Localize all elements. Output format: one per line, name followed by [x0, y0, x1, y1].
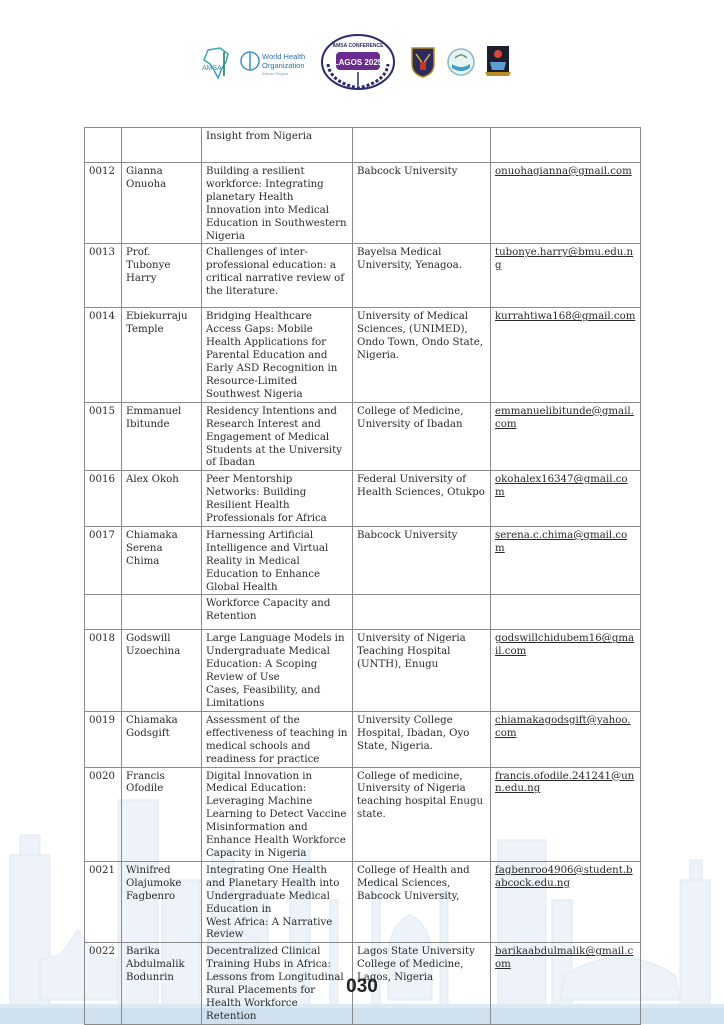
institution-cell [353, 128, 491, 163]
author-name-cell: Ebiekurraju Temple [122, 308, 202, 402]
table-row [85, 244, 641, 308]
institution-cell: College of medicine, University of Nigeria teaching hospital Enugu state. [353, 767, 491, 861]
skyline-building [690, 860, 702, 880]
who-logo [240, 48, 322, 78]
author-email-cell [491, 128, 641, 163]
abstract-id-cell: 0017 [85, 526, 122, 595]
institution-cell: College of Medicine, University of Ibadan [353, 402, 491, 471]
author-email-cell[interactable]: okohalex16347@gmail.com [491, 471, 641, 527]
abstract-id-cell: 0021 [85, 861, 122, 942]
table-row [85, 128, 641, 163]
author-name-cell [122, 595, 202, 630]
institution-cell: College of Health and Medical Sciences, Babcock University, [353, 861, 491, 942]
table-row [85, 630, 641, 711]
institution-cell: Bayelsa Medical University, Yenagoa. [353, 244, 491, 308]
author-name-cell: Barika Abdulmalik Bodunrin [122, 943, 202, 1024]
institution-cell: Lagos State University College of Medicine, Lagos, Nigeria [353, 943, 491, 1024]
svg-text:AMSA: AMSA [202, 65, 222, 72]
abstract-id-cell: 0016 [85, 471, 122, 527]
svg-text:AMSA CONFERENCE: AMSA CONFERENCE [332, 43, 384, 49]
svg-text:African Region: African Region [262, 71, 289, 76]
amsa-logo [200, 46, 236, 80]
author-email-cell [491, 595, 641, 630]
abstract-id-cell: 0014 [85, 308, 122, 402]
abstract-title-cell: Digital Innovation in Medical Education: Leveraging Machine Learning to Detect Vaccine Misinformation and Enhance Health Workforce Capacity in Nigeria [202, 767, 353, 861]
author-email-cell[interactable]: fagbenroo4906@student.babcock.edu.ng [491, 861, 641, 942]
university-crest-2 [446, 46, 476, 78]
abstract-title-cell: Harnessing Artificial Intelligence and Virtual Reality in Medical Education to Enhance Global Health [202, 526, 353, 595]
author-email-cell[interactable]: francis.ofodile.241241@unn.edu.ng [491, 767, 641, 861]
table-row [85, 526, 641, 595]
abstract-id-cell [85, 128, 122, 163]
svg-text:Organization: Organization [262, 61, 305, 70]
author-email-cell[interactable]: barikaabdulmalik@gmail.com [491, 943, 641, 1024]
institution-cell: Federal University of Health Sciences, Otukpo [353, 471, 491, 527]
table-row [85, 471, 641, 527]
header-logos [200, 34, 520, 90]
abstract-title-cell: Bridging Healthcare Access Gaps: Mobile Health Applications for Parental Education and Early ASD Recognition in Resource-Limited Southwest Nigeria [202, 308, 353, 402]
author-name-cell: Francis Ofodile [122, 767, 202, 861]
abstract-title-cell: Workforce Capacity and Retention [202, 595, 353, 630]
abstract-id-cell: 0013 [85, 244, 122, 308]
table-row [85, 163, 641, 244]
author-email-cell[interactable]: onuohagianna@gmail.com [491, 163, 641, 244]
svg-text:World Health: World Health [262, 52, 306, 61]
skyline-building [20, 835, 40, 855]
abstract-id-cell: 0022 [85, 943, 122, 1024]
abstract-id-cell: 0018 [85, 630, 122, 711]
abstract-title-cell: Peer Mentorship Networks: Building Resilient Health Professionals for Africa [202, 471, 353, 527]
abstract-title-cell: Assessment of the effectiveness of teaching in medical schools and readiness for practice [202, 711, 353, 767]
page-number: 030 [346, 976, 378, 997]
author-email-cell[interactable]: kurrahtiwa168@gmail.com [491, 308, 641, 402]
university-crest-3 [484, 44, 512, 78]
author-name-cell: Gianna Onuoha [122, 163, 202, 244]
institution-cell: Babcock University [353, 526, 491, 595]
author-email-cell[interactable]: chiamakagodsgift@yahoo.com [491, 711, 641, 767]
table-row [85, 595, 641, 630]
author-email-cell[interactable]: emmanuelibitunde@gmail.com [491, 402, 641, 471]
author-email-cell[interactable]: serena.c.chima@gmail.com [491, 526, 641, 595]
university-crest-1 [410, 46, 436, 78]
author-email-cell[interactable]: tubonye.harry@bmu.edu.ng [491, 244, 641, 308]
institution-cell [353, 595, 491, 630]
table-row [85, 711, 641, 767]
institution-cell: University of Nigeria Teaching Hospital (UNTH), Enugu [353, 630, 491, 711]
author-name-cell: Emmanuel Ibitunde [122, 402, 202, 471]
conference-logo [318, 34, 398, 90]
abstract-id-cell: 0015 [85, 402, 122, 471]
abstract-id-cell [85, 595, 122, 630]
abstract-id-cell: 0020 [85, 767, 122, 861]
abstract-id-cell: 0012 [85, 163, 122, 244]
abstract-title-cell: Large Language Models in Undergraduate Medical Education: A Scoping Review of Use Cases, Feasibility, and Limitations [202, 630, 353, 711]
author-name-cell: Chiamaka Godsgift [122, 711, 202, 767]
author-name-cell: Chiamaka Serena Chima [122, 526, 202, 595]
abstract-title-cell: Building a resilient workforce: Integrating planetary Health Innovation into Medical Education in Southwestern Nigeria [202, 163, 353, 244]
institution-cell: University College Hospital, Ibadan, Oyo State, Nigeria. [353, 711, 491, 767]
abstract-title-cell: Insight from Nigeria [202, 128, 353, 163]
author-email-cell[interactable]: godswillchidubem16@gmail.com [491, 630, 641, 711]
abstract-title-cell: Integrating One Health and Planetary Health into Undergraduate Medical Education in West Africa: A Narrative Review [202, 861, 353, 942]
author-name-cell [122, 128, 202, 163]
abstract-title-cell: Residency Intentions and Research Interest and Engagement of Medical Students at the University of Ibadan [202, 402, 353, 471]
table-row [85, 767, 641, 861]
author-name-cell: Alex Okoh [122, 471, 202, 527]
abstract-title-cell: Decentralized Clinical Training Hubs in Africa: Lessons from Longitudinal Rural Placements for Health Workforce Retention [202, 943, 353, 1024]
table-row [85, 402, 641, 471]
svg-text:LAGOS 2025: LAGOS 2025 [333, 58, 383, 67]
abstracts-table [84, 127, 641, 1025]
abstract-title-cell: Challenges of inter-professional education: a critical narrative review of the literature. [202, 244, 353, 308]
author-name-cell: Godswill Uzoechina [122, 630, 202, 711]
abstract-id-cell: 0019 [85, 711, 122, 767]
institution-cell: University of Medical Sciences, (UNIMED), Ondo Town, Ondo State, Nigeria. [353, 308, 491, 402]
author-name-cell: Winifred Olajumoke Fagbenro [122, 861, 202, 942]
table-row [85, 861, 641, 942]
institution-cell: Babcock University [353, 163, 491, 244]
table-row [85, 308, 641, 402]
author-name-cell: Prof. Tubonye Harry [122, 244, 202, 308]
